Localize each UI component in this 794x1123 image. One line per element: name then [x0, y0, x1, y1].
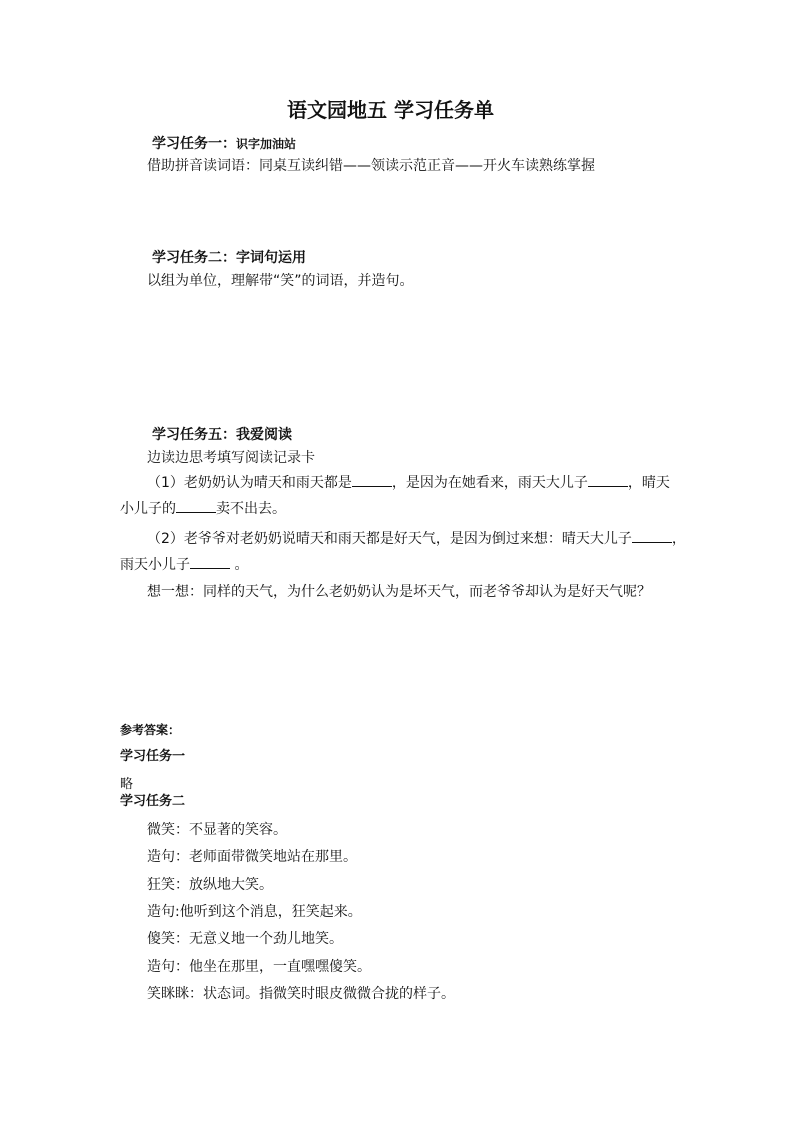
q1-text-c: ，晴天: [627, 475, 670, 491]
answers-task1-text: 略: [120, 777, 134, 792]
q1-text-a: （1）老奶奶认为晴天和雨天都是: [147, 475, 352, 491]
answer-line: 狂笑：放纵地大笑。: [147, 877, 273, 893]
answers-heading: 参考答案：: [120, 723, 181, 737]
task1-body: 借助拼音读词语：同桌互读纠错——领读示范正音——开火车读熟练掌握: [147, 158, 595, 174]
task5-intro: 边读边思考填写阅读记录卡: [147, 450, 315, 466]
answer-line: 造句:他听到这个消息，狂笑起来。: [147, 904, 362, 920]
answer-line: 微笑：不显著的笑容。: [147, 822, 287, 838]
q1-blank-1: [352, 474, 392, 487]
task1-heading-tail: 识字加油站: [236, 137, 297, 151]
q2-text-b: ，: [671, 531, 686, 547]
q2-text-a: （2）老爷爷对老奶奶说晴天和雨天都是好天气，是因为倒过来想：晴天大儿子: [147, 531, 632, 547]
task2-heading: 学习任务二：字词句运用: [152, 250, 306, 266]
q1-text-d: 小儿子的: [120, 501, 176, 517]
task1-heading: [152, 135, 296, 153]
answers-task1-label: 学习任务一: [120, 749, 186, 764]
q2-blank-1: [632, 530, 672, 543]
think-question: 想一想：同样的天气，为什么老奶奶认为是坏天气，而老爷爷却认为是好天气呢？: [147, 584, 651, 600]
answer-line: 造句：他坐在那里，一直嘿嘿傻笑。: [147, 959, 371, 975]
q2-text-d: 。: [230, 557, 249, 573]
q1-blank-2: [588, 474, 628, 487]
q1-text-e: 卖不出去。: [216, 501, 286, 517]
page-title: 语文园地五 学习任务单: [287, 98, 494, 122]
task1-heading-label: 学习任务一：: [152, 136, 236, 152]
q2-blank-2: [190, 556, 230, 569]
q2-text-c: 雨天小儿子: [120, 557, 190, 573]
answers-task2-label: 学习任务二: [120, 794, 186, 809]
answer-line: 笑眯眯：状态词。指微笑时眼皮微微合拢的样子。: [147, 986, 455, 1002]
q1-text-b: ，是因为在她看来，雨天大儿子: [391, 475, 588, 491]
question-1-line-1: [147, 474, 670, 492]
answer-line: 傻笑：无意义地一个劲儿地笑。: [147, 931, 343, 947]
question-1-line-2: [120, 500, 286, 518]
task5-heading: 学习任务五：我爱阅读: [152, 427, 292, 443]
task2-body: 以组为单位，理解带“笑”的词语，并造句。: [147, 273, 414, 289]
answer-line: 造句：老师面带微笑地站在那里。: [147, 849, 357, 865]
question-2-line-2: [120, 556, 248, 574]
question-2-line-1: [147, 530, 686, 548]
q1-blank-3: [176, 500, 216, 513]
